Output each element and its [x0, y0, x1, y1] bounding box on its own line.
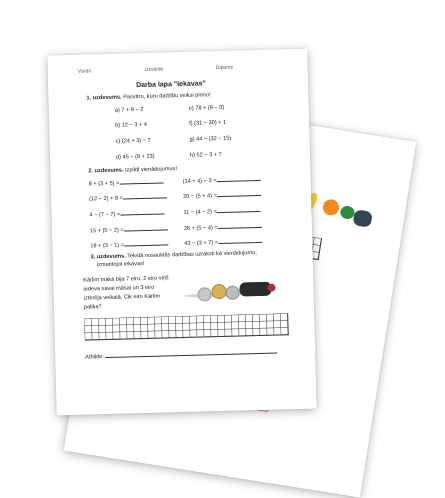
- answer-grid: [84, 313, 289, 340]
- task2-instruction: Izpildi vienādojumus!: [124, 166, 178, 174]
- task2-item: (14 + 4) − 3 =: [183, 175, 261, 185]
- task2-item: 43 − (3 + 7) =: [184, 237, 262, 247]
- task2-item: 26 + (5 − 4) =: [184, 222, 262, 232]
- task2-label: 2. uzdevums.: [88, 167, 124, 175]
- task2-item: 8 + (3 + 5) =: [89, 177, 164, 187]
- task1-item: h) 52 − 3 + 7: [189, 151, 222, 159]
- task1-label: 1. uzdevums.: [86, 94, 122, 102]
- task1-item: f) (31 − 30) + 1: [189, 119, 227, 127]
- task2-item: (12 − 2) + 9 =: [89, 192, 167, 202]
- task1-item: c) (24 + 3) − 7: [115, 137, 151, 145]
- task1-heading: [86, 92, 210, 101]
- front-worksheet: [47, 49, 316, 416]
- task1-instruction: Pasvītro, kuru darbību veiksi pirmo!: [123, 92, 211, 101]
- task1-item: g) 44 − (32 − 15): [189, 135, 232, 143]
- task2-heading: [88, 166, 177, 174]
- task3-story-line: iztērēja veikalā. Cik eiro Kārlim: [83, 293, 161, 302]
- grape-fruit: [353, 209, 373, 228]
- task2-item: 19 + (3 − 1) =: [90, 239, 168, 249]
- task1-item: d) 45 − (9 + 23): [115, 153, 155, 161]
- task3-story-line: palika?: [83, 304, 102, 311]
- task2-item: 11 − (4 − 2) =: [183, 206, 261, 216]
- surname-label: Uzvārds: [144, 66, 164, 73]
- task3-label: 3. uzdevums.: [90, 253, 126, 261]
- task1-item: e) 78 + (9 − 0): [188, 104, 225, 112]
- task3-story-line: Kārlim makā bija 7 eiro. 2 eiro viņš: [83, 275, 169, 284]
- coins-wallet-illustration: [183, 279, 284, 308]
- orange-fruit: [322, 198, 340, 216]
- task2-item: 15 + (5 − 2) =: [90, 224, 168, 234]
- task1-item: b) 12 − 3 + 4: [115, 121, 147, 129]
- task2-item: 20 − (5 + 4) =: [183, 190, 261, 200]
- page-title: Darba lapa "Iekavas": [136, 80, 206, 90]
- name-label: Vārds: [77, 68, 91, 75]
- answer-row: [85, 348, 277, 361]
- answer-label: Atbilde:: [85, 354, 104, 361]
- task2-item: 4 − (7 − 7) =: [89, 208, 164, 218]
- task3-story-line: iedeva savai māsai un 3 eiro: [83, 284, 155, 293]
- task1-item: a) 7 + 9 − 2: [114, 106, 144, 114]
- task3-instruction-cont: izmantojot iekavas!: [96, 260, 145, 269]
- date-label: Datums: [215, 64, 234, 72]
- task3-instruction: Tekstā nosauktās darbības uzraksti kā vienādojumu,: [127, 250, 257, 260]
- task3-heading: [91, 250, 257, 260]
